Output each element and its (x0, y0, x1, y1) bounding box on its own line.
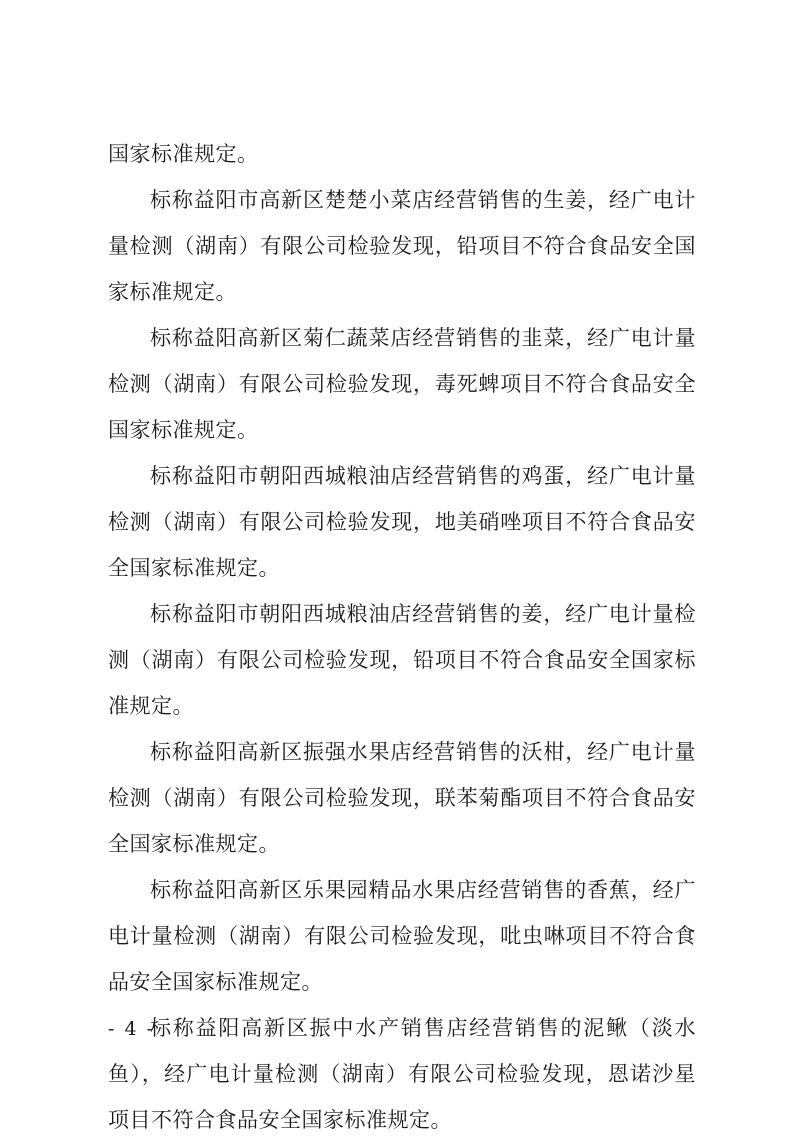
paragraph-chives-juren: 标称益阳高新区菊仁蔬菜店经营销售的韭菜，经广电计量检测（湖南）有限公司检验发现，毒死蜱项目不符合食品安全国家标准规定。 (108, 326, 696, 442)
document-body (108, 131, 696, 1143)
paragraph-orange-zhenqiang: 标称益阳高新区振强水果店经营销售的沃柑，经广电计量检测（湖南）有限公司检验发现，联苯菊酯项目不符合食品安全国家标准规定。 (108, 740, 696, 856)
paragraph-banana-leguoyuan: 标称益阳高新区乐果园精品水果店经营销售的香蕉，经广电计量检测（湖南）有限公司检验发现，吡虫啉项目不符合食品安全国家标准规定。 (108, 878, 696, 994)
page-number: - 4 - (108, 1018, 156, 1040)
paragraph-ginger-xicheng: 标称益阳市朝阳西城粮油店经营销售的姜，经广电计量检测（湖南）有限公司检验发现，铅项目不符合食品安全国家标准规定。 (108, 602, 696, 718)
paragraph-eggs-xicheng: 标称益阳市朝阳西城粮油店经营销售的鸡蛋，经广电计量检测（湖南）有限公司检验发现，地美硝唑项目不符合食品安全国家标准规定。 (108, 464, 696, 580)
paragraph-ginger-chuchu: 标称益阳市高新区楚楚小菜店经营销售的生姜，经广电计量检测（湖南）有限公司检验发现，铅项目不符合食品安全国家标准规定。 (108, 188, 696, 304)
paragraph-continuation: 国家标准规定。 (108, 142, 259, 166)
paragraph-loach-zhenzhong: 标称益阳高新区振中水产销售店经营销售的泥鳅（淡水鱼），经广电计量检测（湖南）有限公司检验发现，恩诺沙星项目不符合食品安全国家标准规定。 (108, 1016, 696, 1132)
